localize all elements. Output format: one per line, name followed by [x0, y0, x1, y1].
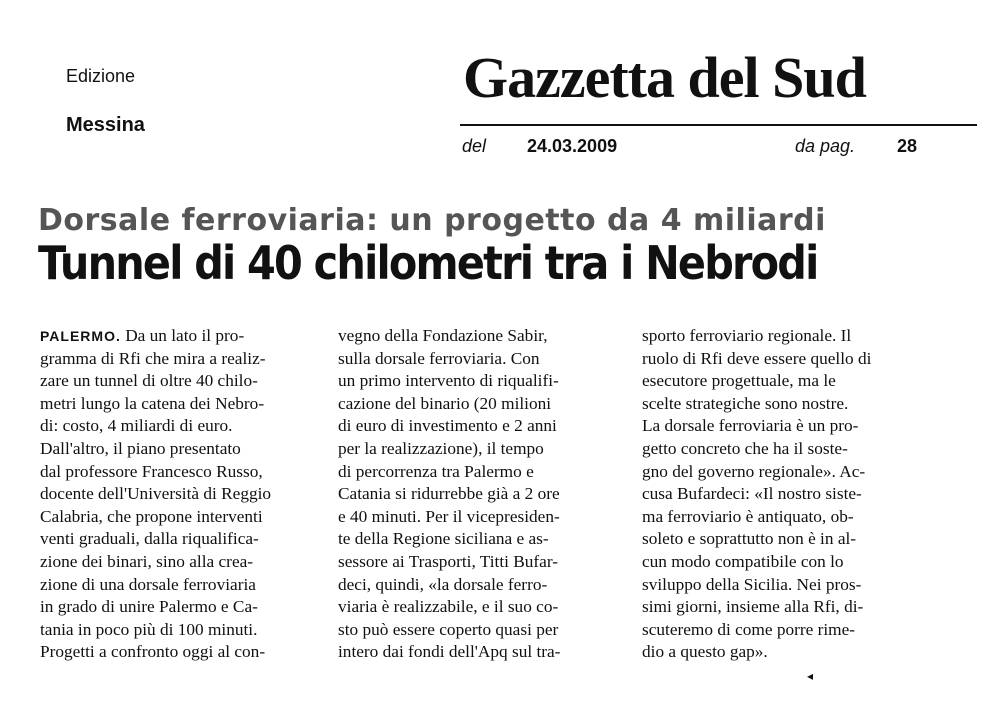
- column-line: ma ferroviario è antiquato, ob-: [642, 506, 854, 526]
- column-line: getto concreto che ha il soste-: [642, 438, 848, 458]
- column-line: di percorrenza tra Palermo e: [338, 461, 534, 481]
- dateline: PALERMO.: [40, 328, 121, 344]
- page-number: 28: [897, 136, 918, 156]
- column-line: un primo intervento di riqualifi-: [338, 371, 559, 391]
- column-line: scelte strategiche sono nostre.: [642, 393, 849, 413]
- article-headline: Tunnel di 40 chilometri tra i Nebrodi: [38, 236, 818, 290]
- date-label: del: [462, 136, 487, 156]
- column-line: e 40 minuti. Per il vicepresiden-: [338, 506, 560, 526]
- column-line: zione dei binari, sino alla crea-: [40, 551, 254, 571]
- column-line: cun modo compatibile con lo: [642, 551, 844, 571]
- column-line: te della Regione siciliana e as-: [338, 529, 549, 549]
- column-line: simi giorni, insieme alla Rfi, di-: [642, 597, 864, 617]
- issue-date: 24.03.2009: [527, 136, 618, 156]
- newspaper-masthead: Gazzetta del Sud: [463, 45, 866, 110]
- column-line: Calabria, che propone interventi: [40, 506, 263, 526]
- column-line: sulla dorsale ferroviaria. Con: [338, 348, 540, 368]
- column-line: PALERMO. Da un lato il pro-: [40, 326, 245, 345]
- page-label: da pag.: [795, 136, 856, 156]
- column-line: deci, quindi, «la dorsale ferro-: [338, 574, 548, 594]
- column-line: di: costo, 4 miliardi di euro.: [40, 416, 233, 436]
- column-line: vegno della Fondazione Sabir,: [338, 326, 548, 345]
- column-line: intero dai fondi dell'Apq sul tra-: [338, 642, 561, 662]
- column-line: di euro di investimento e 2 anni: [338, 416, 557, 436]
- column-line: cusa Bufardeci: «Il nostro siste-: [642, 484, 862, 504]
- column-line: zare un tunnel di oltre 40 chilo-: [40, 371, 258, 391]
- edition-city: Messina: [66, 114, 145, 136]
- column-line: in grado di unire Palermo e Ca-: [40, 597, 258, 617]
- column-line: esecutore progettuale, ma le: [642, 371, 836, 391]
- column-line: soleto e soprattutto non è in al-: [642, 529, 857, 549]
- article-column-2: [338, 325, 628, 664]
- column-line: sporto ferroviario regionale. Il: [642, 326, 852, 345]
- article-column-3: [642, 325, 932, 664]
- column-line: zione di una dorsale ferroviaria: [40, 574, 256, 594]
- end-of-article-icon: ◂: [807, 669, 814, 683]
- article-column-1: [40, 325, 330, 664]
- masthead-divider: [460, 124, 977, 126]
- column-line: metri lungo la catena dei Nebro-: [40, 393, 265, 413]
- column-line: venti graduali, dalla riqualifica-: [40, 529, 259, 549]
- column-line: Catania si ridurrebbe già a 2 ore: [338, 484, 560, 504]
- column-line: Dall'altro, il piano presentato: [40, 438, 241, 458]
- column-line: sessore ai Trasporti, Titti Bufar-: [338, 551, 559, 571]
- column-line: sto può essere coperto quasi per: [338, 619, 559, 639]
- column-line: docente dell'Università di Reggio: [40, 484, 272, 504]
- column-line: ruolo di Rfi deve essere quello di: [642, 348, 872, 368]
- column-line: sviluppo della Sicilia. Nei pros-: [642, 574, 862, 594]
- column-line: gramma di Rfi che mira a realiz-: [40, 348, 266, 368]
- column-line: tania in poco più di 100 minuti.: [40, 619, 258, 639]
- article-subhead: Dorsale ferroviaria: un progetto da 4 miliardi: [38, 203, 826, 238]
- column-line: dal professore Francesco Russo,: [40, 461, 263, 481]
- column-line: per la realizzazione), il tempo: [338, 438, 544, 458]
- column-line: Progetti a confronto oggi al con-: [40, 642, 266, 662]
- column-line: gno del governo regionale». Ac-: [642, 461, 866, 481]
- edition-label: Edizione: [66, 66, 136, 86]
- column-line: dio a questo gap».: [642, 642, 768, 662]
- column-line: La dorsale ferroviaria è un pro-: [642, 416, 859, 436]
- column-line: cazione del binario (20 milioni: [338, 393, 552, 413]
- column-line: viaria è realizzabile, e il suo co-: [338, 597, 559, 617]
- column-line: scuteremo di come porre rime-: [642, 619, 856, 639]
